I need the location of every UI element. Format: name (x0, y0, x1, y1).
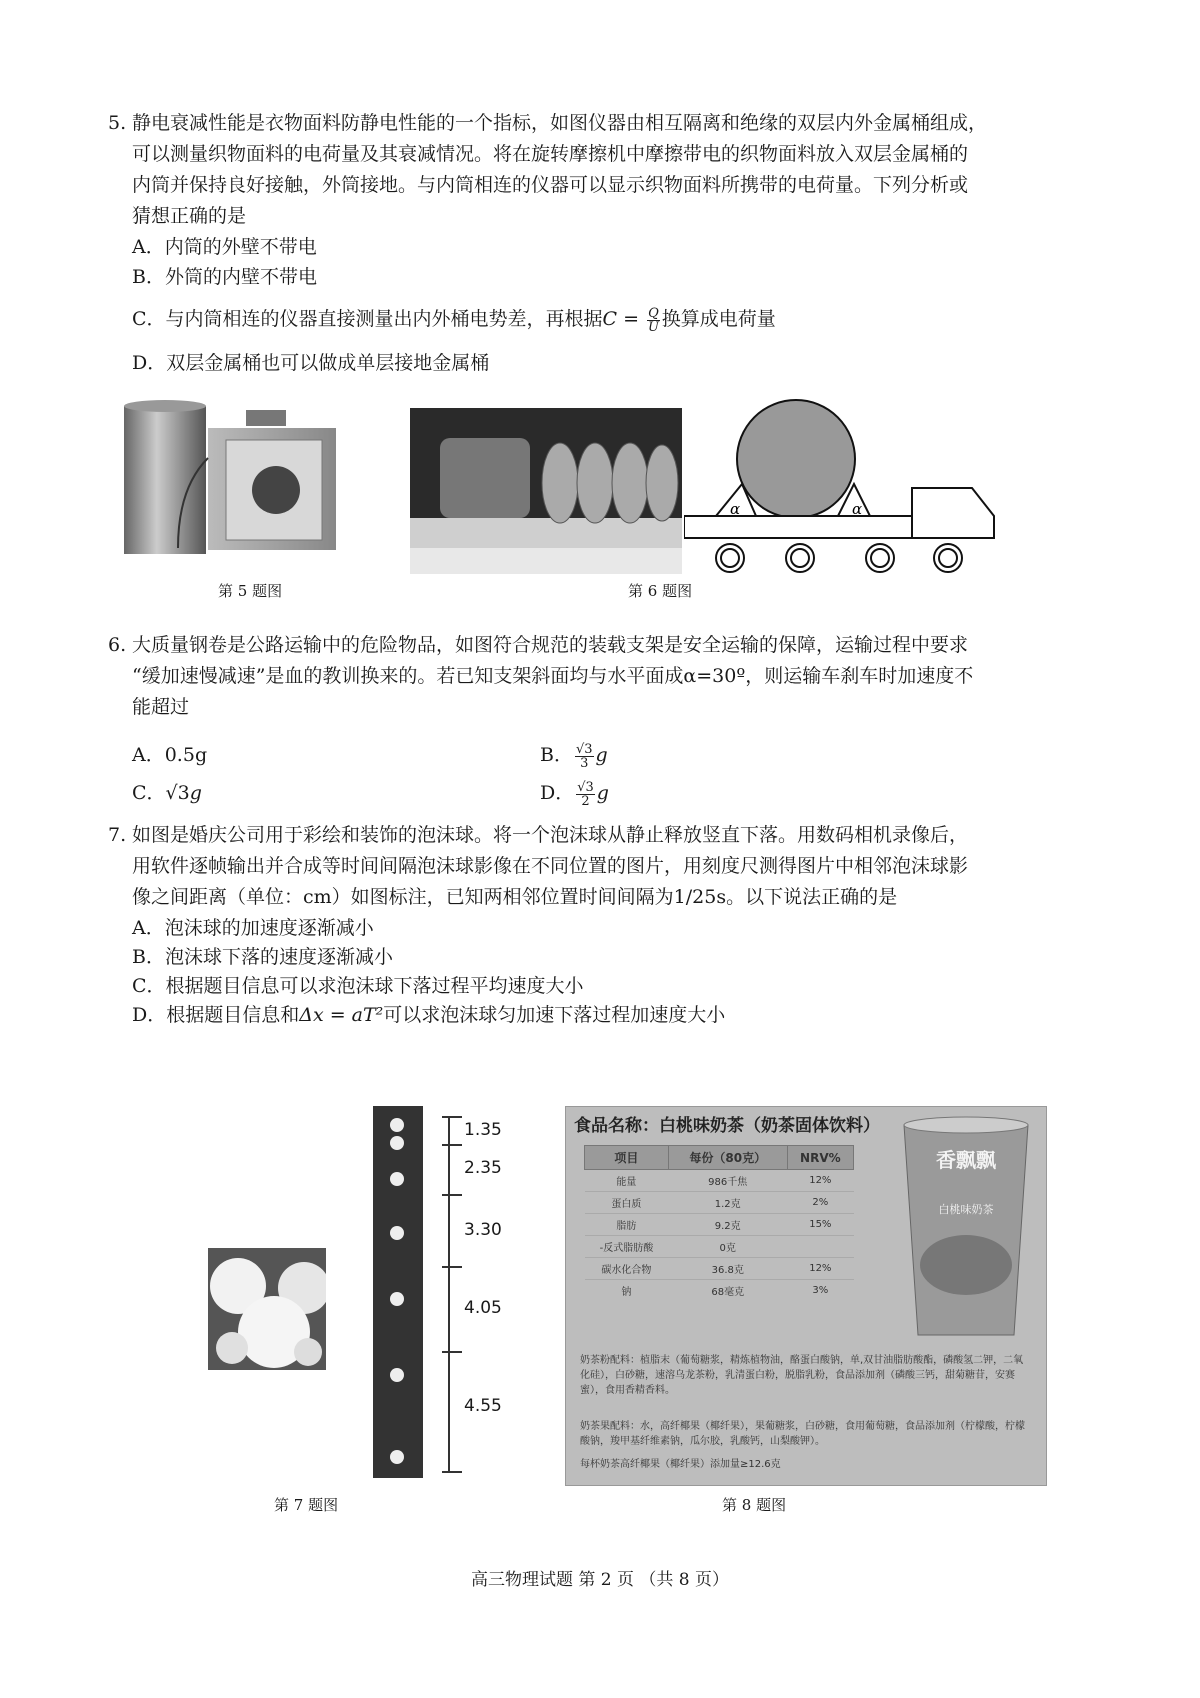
table-cell: 15% (787, 1214, 853, 1236)
formula-lhs: C (602, 308, 618, 330)
ball-image (390, 1172, 404, 1186)
option-text: D．根据题目信息和 (132, 1004, 300, 1026)
q6-option-a: A．0.5g (132, 744, 208, 766)
formula: Δx = aT² (299, 1004, 384, 1026)
distance-label: 3.30 (464, 1220, 502, 1240)
figure-5-caption: 第 5 题图 (218, 582, 283, 600)
figure-7-caption: 第 7 题图 (274, 1496, 339, 1514)
table-cell: 碳水化合物 (585, 1258, 669, 1280)
table-row (585, 1236, 854, 1258)
option-label: C． (132, 782, 166, 804)
ruler-tick (442, 1194, 462, 1196)
question-number: 5. (108, 112, 127, 134)
figure-6-photo (410, 408, 682, 574)
table-cell: 9.2克 (668, 1214, 787, 1236)
q7-option-b: B．泡沫球下落的速度逐渐减小 (132, 946, 393, 968)
ball-image (390, 1136, 404, 1150)
question-text-line: 大质量钢卷是公路运输中的危险物品，如图符合规范的装载支架是安全运输的保障，运输过程中要求 (132, 634, 969, 656)
brand-text: 香飘飘 (936, 1148, 996, 1172)
figure-8-caption: 第 8 题图 (722, 1496, 787, 1514)
q7-option-c: C．根据题目信息可以求泡沫球下落过程平均速度大小 (132, 975, 584, 997)
ball-image (390, 1368, 404, 1382)
ingredients-powder: 奶茶粉配料：植脂末（葡萄糖浆，精炼植物油，酪蛋白酸钠，单,双甘油脂肪酸酯，磷酸氢二钾，二氧化硅），白砂糖，速溶乌龙茶粉，乳清蛋白粉，脱脂乳粉，食品添加剂（磷酸三钙，甜菊糖苷，安赛蜜），食用香精香料。 (580, 1355, 1024, 1396)
table-row (585, 1170, 854, 1192)
q6-option-c (132, 778, 202, 808)
question-5 (108, 108, 1092, 232)
nutrition-table (584, 1145, 854, 1301)
figure-7-balls-photo (208, 1248, 326, 1370)
q7-option-a: A．泡沫球的加速度逐渐减小 (132, 917, 374, 939)
ball-image (390, 1450, 404, 1464)
fraction-denominator: 2 (581, 793, 590, 809)
page-footer: 高三物理试题 第 2 页 （共 8 页） (470, 1570, 730, 1590)
table-row (585, 1214, 854, 1236)
fraction-numerator: Q (648, 305, 659, 321)
option-g: g (189, 782, 202, 804)
table-row (585, 1258, 854, 1280)
fraction-numerator: √3 (577, 779, 594, 795)
fraction-denominator: U (647, 319, 659, 335)
table-cell: -反式脂肪酸 (585, 1236, 669, 1258)
ruler-tick (442, 1266, 462, 1268)
q6-option-b (540, 740, 608, 770)
question-text-line: 猜想正确的是 (132, 205, 247, 227)
table-row (585, 1192, 854, 1214)
ingredients-note: 每杯奶茶高纤椰果（椰纤果）添加量≥12.6克 (580, 1459, 781, 1470)
distance-label: 1.35 (464, 1120, 502, 1140)
question-7 (108, 820, 1092, 913)
table-header: 项目 (585, 1146, 669, 1170)
figure-6-diagram (684, 398, 996, 580)
option-label: D． (540, 782, 575, 804)
table-cell: 钠 (585, 1280, 669, 1302)
question-number: 6. (108, 634, 127, 656)
option-fraction (575, 743, 594, 770)
option-label: B． (540, 744, 573, 766)
food-name-title: 食品名称：白桃味奶茶（奶茶固体饮料） (574, 1116, 880, 1136)
distance-label: 4.55 (464, 1396, 502, 1416)
question-text-line: 内筒并保持良好接触，外筒接地。与内筒相连的仪器可以显示织物面料所携带的电荷量。下列分析或 (132, 174, 969, 196)
q5-option-c (132, 304, 776, 334)
q5-option-b: B．外筒的内壁不带电 (132, 266, 317, 288)
ball-image (390, 1226, 404, 1240)
q5-option-d: D．双层金属桶也可以做成单层接地金属桶 (132, 352, 490, 374)
option-text: 换算成电荷量 (661, 308, 776, 330)
option-text: 可以求泡沫球匀加速下落过程加速度大小 (383, 1004, 726, 1026)
ball-image (390, 1292, 404, 1306)
question-text-line: 用软件逐帧输出并合成等时间间隔泡沫球影像在不同位置的图片，用刻度尺测得图片中相邻泡沫球影 (132, 855, 969, 877)
ball-image (390, 1118, 404, 1132)
q7-option-d (132, 1000, 725, 1030)
table-cell: 蛋白质 (585, 1192, 669, 1214)
product-cup-image (896, 1115, 1036, 1345)
angle-label-right: α (852, 500, 863, 518)
figure-6-caption: 第 6 题图 (628, 582, 693, 600)
table-cell: 脂肪 (585, 1214, 669, 1236)
option-text: C．与内筒相连的仪器直接测量出内外桶电势差，再根据 (132, 308, 603, 330)
angle-label-left: α (730, 500, 741, 518)
distance-label: 4.05 (464, 1298, 502, 1318)
ingredients-fruit: 奶茶果配料：水，高纤椰果（椰纤果），果葡糖浆，白砂糖，食用葡萄糖，食品添加剂（柠檬酸，柠檬酸钠，羧甲基纤维素钠，瓜尔胶，乳酸钙，山梨酸钾）。 (580, 1421, 1025, 1447)
ruler-tick (442, 1471, 462, 1473)
ruler-tick (442, 1351, 462, 1353)
ruler-tick (442, 1144, 462, 1146)
table-cell: 986千焦 (668, 1170, 787, 1192)
table-header: NRV% (787, 1146, 853, 1170)
table-cell: 68毫克 (668, 1280, 787, 1302)
ruler-tick (442, 1116, 462, 1118)
option-g: g (596, 782, 609, 804)
question-6 (108, 630, 1092, 723)
table-cell: 3% (787, 1280, 853, 1302)
question-text-line: “缓加速慢减速”是血的教训换来的。若已知支架斜面均与水平面成α=30º，则运输车刹车时加速度不 (132, 665, 974, 687)
question-number: 7. (108, 824, 127, 846)
table-cell: 0克 (668, 1236, 787, 1258)
table-row (585, 1280, 854, 1302)
table-header: 每份（80克） (668, 1146, 787, 1170)
fraction-numerator: √3 (575, 741, 593, 757)
table-cell: 能量 (585, 1170, 669, 1192)
table-cell: 12% (787, 1258, 853, 1280)
figure-8-food-label (565, 1106, 1047, 1486)
formula-eq: = (617, 308, 646, 330)
table-cell: 12% (787, 1170, 853, 1192)
table-cell: 1.2克 (668, 1192, 787, 1214)
table-cell (787, 1236, 853, 1258)
q6-option-d (540, 778, 609, 808)
option-g: g (595, 744, 608, 766)
flavor-text: 白桃味奶茶 (938, 1203, 994, 1216)
ruler-line (448, 1116, 458, 1471)
option-value: √3 (165, 782, 190, 804)
figure-7-distance-ruler (448, 1106, 548, 1478)
figure-5-photo (108, 398, 373, 566)
question-text-line: 能超过 (132, 696, 190, 718)
table-cell: 36.8克 (668, 1258, 787, 1280)
option-fraction (576, 781, 595, 808)
question-text-line: 如图是婚庆公司用于彩绘和装饰的泡沫球。将一个泡沫球从静止释放竖直下落。用数码相机录像后， (132, 824, 969, 846)
formula-fraction (647, 307, 660, 334)
figure-7-strobe-strip (373, 1106, 423, 1478)
fraction-denominator: 3 (580, 755, 589, 771)
question-text-line: 像之间距离（单位：cm）如图标注，已知两相邻位置时间间隔为1/25s。以下说法正确的是 (132, 886, 898, 908)
question-text-line: 静电衰减性能是衣物面料防静电性能的一个指标，如图仪器由相互隔离和绝缘的双层内外金属桶组成， (132, 112, 988, 134)
distance-label: 2.35 (464, 1158, 502, 1178)
question-text-line: 可以测量织物面料的电荷量及其衰减情况。将在旋转摩擦机中摩擦带电的织物面料放入双层金属桶的 (132, 143, 969, 165)
q5-option-a: A．内筒的外壁不带电 (132, 236, 317, 258)
table-cell: 2% (787, 1192, 853, 1214)
